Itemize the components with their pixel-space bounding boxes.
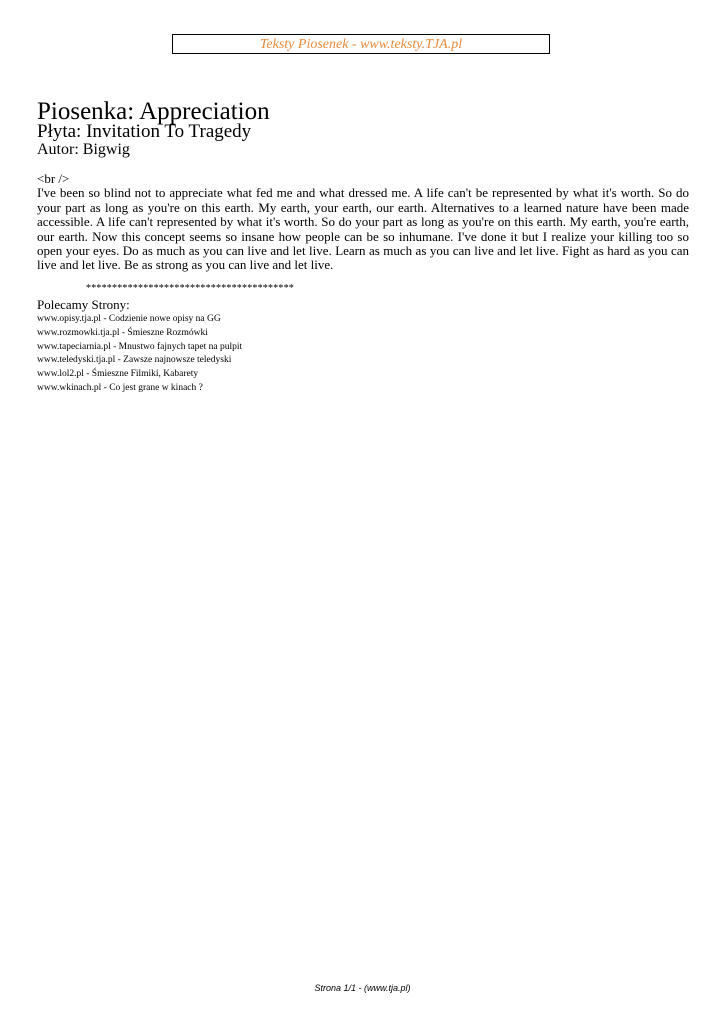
lyrics-text: I've been so blind not to appreciate what fed me and what dressed me. A life can't be represented by what it's worth. So do your part as long as you're on this earth. My earth, your earth, our earth. Alternatives to a learned nature have been made accessible. A life can't represented by what it's worth. So do your part as long as you're on this earth. My earth, you're earth, our earth. Now this concept seems so insane how people can be so inhumane. I've done it but I realize your killing too so open your eyes. Do as much as you can live and let live. Learn as much as you can live and let live. Fight as hard as you can live and let live. Be as strong as you can live and let live. xyxy=(37,185,689,273)
recommended-item-opisy[interactable]: www.opisy.tja.pl - Codzienie nowe opisy na GG xyxy=(37,314,221,324)
recommended-heading: Polecamy Strony: xyxy=(37,297,130,312)
site-header-box xyxy=(172,34,550,54)
recommended-item-lol2[interactable]: www.lol2.pl - Śmieszne Filmiki, Kabarety xyxy=(37,369,199,380)
recommended-item-teledyski[interactable]: www.teledyski.tja.pl - Zawsze najnowsze teledyski xyxy=(37,355,232,366)
recommended-list xyxy=(37,313,242,396)
recommended-item-wkinach[interactable]: www.wkinach.pl - Co jest grane w kinach ? xyxy=(37,382,203,393)
page-footer: Strona 1/1 - (www.tja.pl) xyxy=(314,983,411,993)
recommended-item-tapeciarnia[interactable]: www.tapeciarnia.pl - Mnustwo fajnych tapet na pulpit xyxy=(37,341,243,352)
lyrics-block xyxy=(37,172,689,273)
recommended-item-rozmowki[interactable]: www.rozmowki.tja.pl - Śmieszne Rozmówki xyxy=(37,327,208,338)
album-line: Płyta: Invitation To Tragedy xyxy=(37,121,252,142)
author-line: Autor: Bigwig xyxy=(37,141,130,158)
separator-line: **************************************** xyxy=(86,283,294,294)
song-title: Piosenka: Appreciation xyxy=(37,98,270,125)
site-header-link[interactable]: Teksty Piosenek - www.teksty.TJA.pl xyxy=(259,37,463,52)
lyrics-break-marker: <br /> xyxy=(37,171,70,186)
